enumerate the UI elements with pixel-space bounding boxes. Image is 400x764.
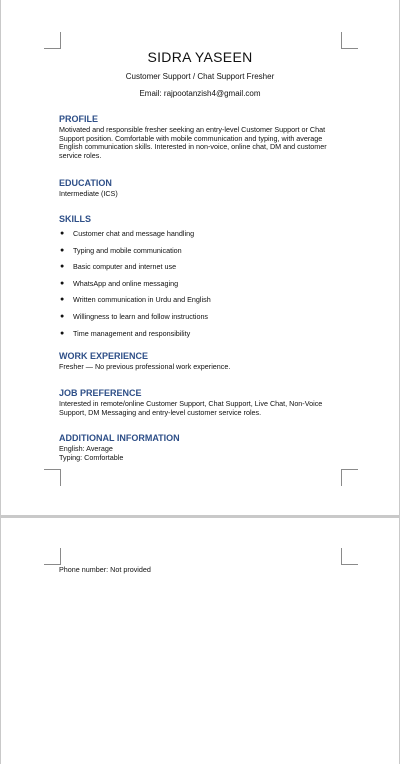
document-page-2 xyxy=(1,518,399,764)
list-item xyxy=(59,246,341,263)
crop-mark-bottom-left xyxy=(44,469,61,486)
skill-text: Basic computer and internet use xyxy=(73,262,177,272)
crop-mark-top-left xyxy=(44,32,61,49)
skill-text: Written communication in Urdu and English xyxy=(73,295,211,305)
education-heading: EDUCATION xyxy=(59,178,112,188)
profile-section xyxy=(59,114,341,160)
skill-text: Typing and mobile communication xyxy=(73,245,182,255)
resume-subtitle: Customer Support / Chat Support Fresher xyxy=(125,72,275,81)
skill-text: Customer chat and message handling xyxy=(73,229,195,238)
bullet-icon: ● xyxy=(60,246,65,254)
bullet-icon: ● xyxy=(60,312,65,320)
list-item xyxy=(59,295,341,312)
skills-list xyxy=(59,229,341,345)
resume-name: SIDRA YASEEN xyxy=(147,49,253,65)
job-preference-heading: JOB PREFERENCE xyxy=(59,388,142,398)
crop-mark-top-right xyxy=(341,32,358,49)
profile-text: Motivated and responsible fresher seeking an entry-level Customer Support or Chat Support position. Comfortable with mobile communication and typing, with average English communication skills. Interested in non-voice, online chat, DM and customer service roles. xyxy=(59,125,327,160)
bullet-icon: ● xyxy=(60,329,65,337)
crop-mark-top-right xyxy=(341,548,358,565)
additional-info-section xyxy=(59,433,341,462)
typing-level: Typing: Comfortable xyxy=(59,452,124,462)
list-item xyxy=(59,329,341,346)
work-experience-text: Fresher — No previous professional work experience. xyxy=(59,362,231,371)
education-text: Intermediate (ICS) xyxy=(59,189,118,198)
list-item xyxy=(59,312,341,329)
work-experience-heading: WORK EXPERIENCE xyxy=(59,351,149,361)
additional-info-heading: ADDITIONAL INFORMATION xyxy=(59,433,180,443)
profile-heading: PROFILE xyxy=(59,114,99,124)
bullet-icon: ● xyxy=(60,230,65,237)
bullet-icon: ● xyxy=(60,296,65,304)
job-preference-text: Interested in remote/online Customer Support, Chat Support, Live Chat, Non-Voice Support, DM Messaging and entry-level customer service roles. xyxy=(59,399,323,417)
phone-number: Phone number: Not provided xyxy=(59,565,151,574)
skills-section xyxy=(59,214,341,345)
bullet-icon: ● xyxy=(60,279,65,287)
english-level: English: Average xyxy=(59,444,113,453)
skills-heading: SKILLS xyxy=(59,214,92,224)
work-experience-section xyxy=(59,351,341,372)
resume-email: Email: rajpootanzish4@gmail.com xyxy=(139,89,261,98)
list-item xyxy=(59,279,341,296)
bullet-icon: ● xyxy=(60,263,65,271)
skill-text: Time management and responsibility xyxy=(73,328,191,338)
education-section xyxy=(59,178,341,199)
job-preference-section xyxy=(59,388,341,417)
skill-text: WhatsApp and online messaging xyxy=(73,278,179,288)
document-page-1 xyxy=(1,0,399,515)
skill-text: Willingness to learn and follow instructions xyxy=(73,311,209,321)
list-item xyxy=(59,262,341,279)
list-item xyxy=(59,229,341,246)
crop-mark-bottom-right xyxy=(341,469,358,486)
crop-mark-top-left xyxy=(44,548,61,565)
